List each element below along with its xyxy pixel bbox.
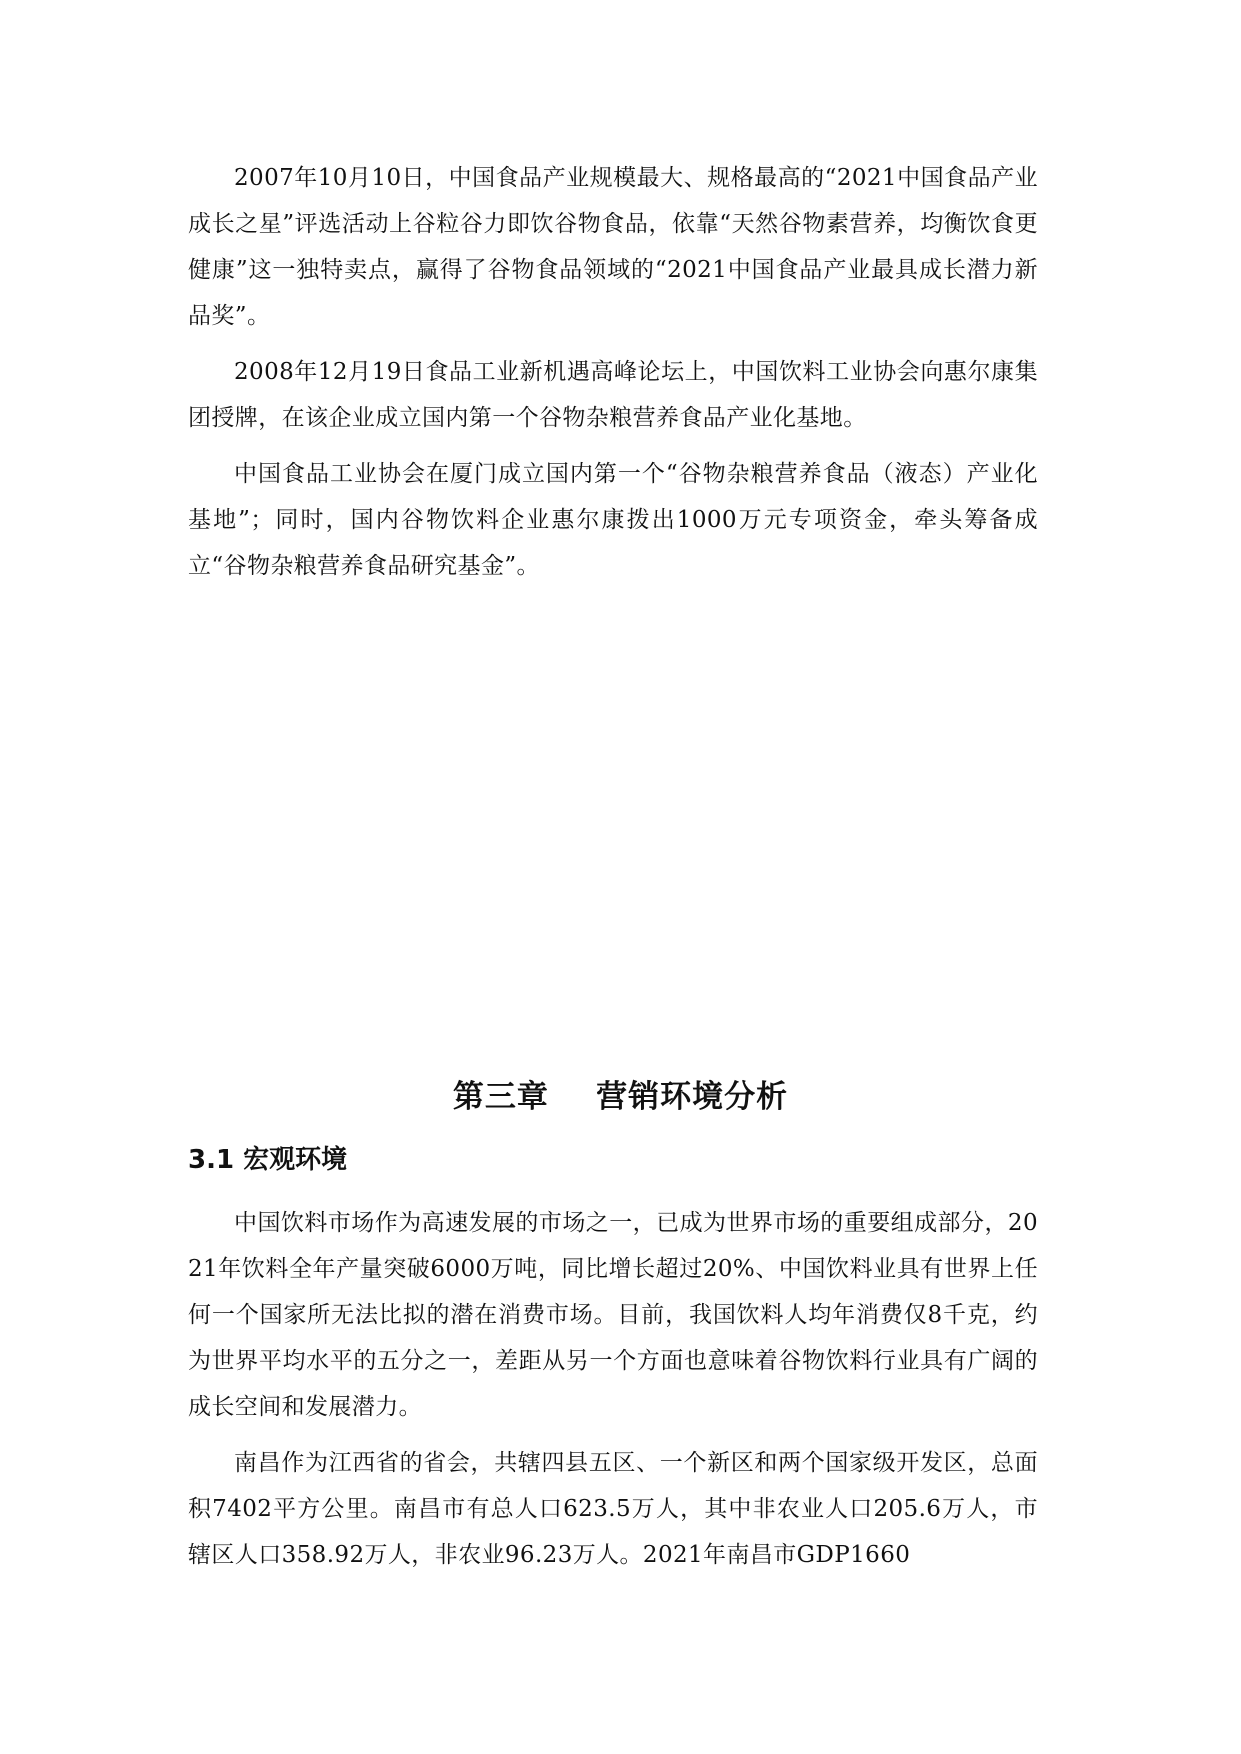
section-title: 3.1 宏观环境 — [188, 1145, 348, 1175]
paragraph-award-2007: 2007年10月10日，中国食品产业规模最大、规格最高的“2021中国食品产业成长之星”评选活动上谷粒谷力即饮谷物食品，依靠“天然谷物素营养，均衡饮食更健康”这一独特卖点，赢得了谷物食品领域的“2021中国食品产业最具成长潜力新品奖”。 — [188, 165, 1038, 329]
section-text-block — [188, 1200, 1038, 1578]
paragraph-nanchang: 南昌作为江西省的省会，共辖四县五区、一个新区和两个国家级开发区，总面积7402平方公里。南昌市有总人口623.5万人，其中非农业人口205.6万人，市辖区人口358.92万人，非农业96.23万人。2021年南昌市GDP1660 — [188, 1450, 1038, 1568]
paragraph-forum-2008: 2008年12月19日食品工业新机遇高峰论坛上，中国饮料工业协会向惠尔康集团授牌，在该企业成立国内第一个谷物杂粮营养食品产业化基地。 — [188, 359, 1038, 431]
paragraph-industrial-base: 中国食品工业协会在厦门成立国内第一个“谷物杂粮营养食品（液态）产业化基地”；同时，国内谷物饮料企业惠尔康拨出1000万元专项资金，牵头筹备成立“谷物杂粮营养食品研究基金”。 — [188, 461, 1038, 579]
chapter-title: 第三章 营销环境分析 — [452, 1079, 789, 1115]
intro-text-block — [188, 155, 1038, 589]
paragraph-beverage-market: 中国饮料市场作为高速发展的市场之一，已成为世界市场的重要组成部分，2021年饮料全年产量突破6000万吨，同比增长超过20%、中国饮料业具有世界上任何一个国家所无法比拟的潜在消费市场。目前，我国饮料人均年消费仅8千克，约为世界平均水平的五分之一，差距从另一个方面也意味着谷物饮料行业具有广阔的成长空间和发展潜力。 — [188, 1210, 1038, 1420]
